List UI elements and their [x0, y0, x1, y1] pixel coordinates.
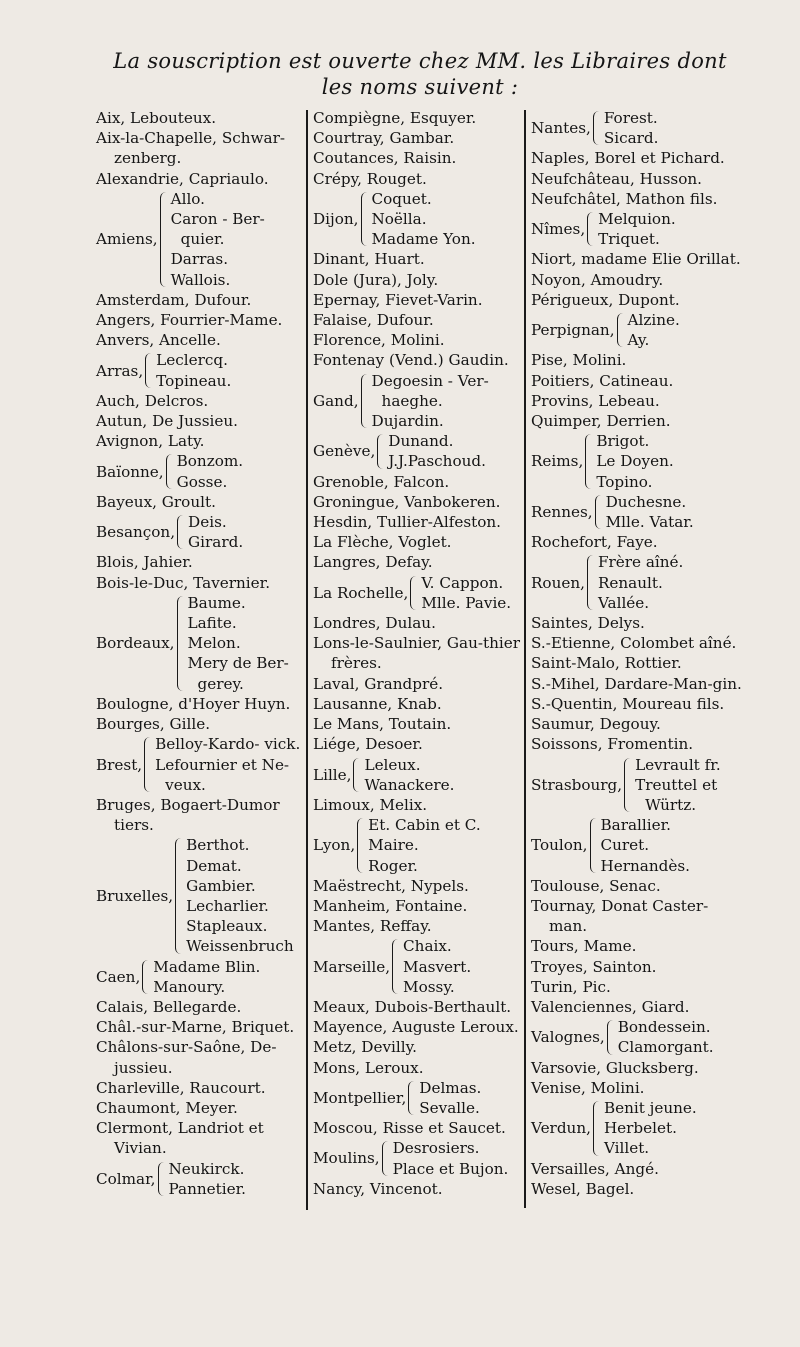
bookseller-names [419, 1078, 521, 1118]
bookseller-column-2 [313, 108, 521, 1199]
bookseller-entry: Mayence, Auguste Leroux. [313, 1018, 519, 1037]
bookseller-group [313, 936, 521, 997]
bookseller-names [421, 573, 521, 613]
bookseller-names [598, 552, 743, 613]
bookseller-name: Herbelet. [603, 1119, 677, 1138]
brace-mark [593, 1101, 601, 1156]
bookseller-group [313, 1078, 521, 1118]
bookseller-entry: Calais, Bellegarde. [96, 997, 242, 1016]
bookseller-name: Mlle. Pavie. [421, 593, 512, 612]
bookseller-entry: Metz, Devilly. [313, 1038, 418, 1057]
bookseller-group [531, 552, 743, 613]
bookseller-name: Lafite. [187, 614, 237, 633]
brace-mark [587, 212, 595, 246]
bookseller-entry: Charleville, Raucourt. [96, 1078, 266, 1097]
bookseller-name: Degoesin - Ver- haeghe. [371, 371, 489, 410]
brace-mark [624, 758, 632, 813]
bookseller-group [313, 189, 521, 250]
brace-mark [361, 374, 369, 429]
bookseller-name: Manoury. [153, 977, 226, 996]
bookseller-names [628, 310, 743, 350]
bookseller-entry: Le Mans, Toutain. [313, 715, 452, 734]
bookseller-name: Darras. [170, 250, 229, 269]
bookseller-group [531, 431, 743, 492]
bookseller-names [364, 755, 521, 795]
bookseller-name: Frère aîné. [597, 553, 684, 572]
bookseller-name: Mery de Ber- gerey. [187, 654, 289, 693]
brace-mark [361, 192, 369, 247]
bookseller-name: Chaix. [403, 937, 452, 956]
bookseller-names [598, 209, 743, 249]
bookseller-entry: Boulogne, d'Hoyer Huyn. [96, 694, 291, 713]
bookseller-name: Dujardin. [371, 412, 444, 431]
city-name: Besançon, [96, 523, 176, 542]
bookseller-entry: Mantes, Reffay. [313, 917, 432, 936]
bookseller-name: Deis. [188, 513, 227, 532]
city-name: Montpellier, [313, 1088, 407, 1107]
bookseller-name: Et. Cabin et C. [368, 816, 481, 835]
bookseller-names [403, 936, 521, 997]
bookseller-entry: Saintes, Delys. [531, 614, 645, 633]
bookseller-names [372, 189, 522, 250]
bookseller-entry: Groningue, Vanbokeren. [313, 492, 501, 511]
bookseller-group [531, 492, 743, 532]
bookseller-name: Madame Blin. [153, 957, 261, 976]
bookseller-group [313, 573, 521, 613]
bookseller-entry: Liége, Desoer. [313, 735, 423, 754]
bookseller-name: Pannetier. [168, 1179, 247, 1198]
brace-mark [353, 758, 361, 792]
bookseller-name: Wallois. [170, 270, 231, 289]
brace-mark [593, 111, 601, 145]
bookseller-entry: Auch, Delcros. [96, 391, 209, 410]
bookseller-name: Levrault fr. [635, 755, 721, 774]
bookseller-entry: Naples, Borel et Pichard. [531, 149, 725, 168]
bookseller-entry: Niort, madame Elie Orillat. [531, 250, 741, 269]
city-name: Bruxelles, [96, 886, 174, 905]
bookseller-entry: Lausanne, Knab. [313, 694, 442, 713]
bookseller-group [531, 1017, 743, 1057]
column-rule-left [306, 110, 308, 1210]
bookseller-entry: Crépy, Rouget. [313, 169, 427, 188]
city-name: Rennes, [531, 502, 593, 521]
city-name: Moulins, [313, 1149, 380, 1168]
city-name: Rouen, [531, 573, 585, 592]
bookseller-entry: Manheim, Fontaine. [313, 896, 468, 915]
bookseller-entry: Noyon, Amoudry. [531, 270, 664, 289]
brace-mark [377, 434, 385, 468]
bookseller-names [156, 350, 304, 390]
bookseller-entry: Wesel, Bagel. [531, 1179, 635, 1198]
bookseller-entry: Quimper, Derrien. [531, 412, 671, 431]
bookseller-group [531, 310, 743, 350]
bookseller-entry: Blois, Jahier. [96, 553, 193, 572]
bookseller-name: Topino. [596, 472, 653, 491]
bookseller-entry: Toulouse, Senac. [531, 876, 661, 895]
city-name: Gand, [313, 391, 359, 410]
brace-mark [158, 1162, 166, 1196]
bookseller-entry: Lons-le-Saulnier, Gau-thier frères. [313, 634, 520, 673]
bookseller-name: Berthot. [186, 836, 250, 855]
bookseller-name: Sicard. [603, 129, 659, 148]
bookseller-entry: Clermont, Landriot et Vivian. [96, 1119, 264, 1158]
brace-mark [142, 960, 150, 994]
bookseller-name: Vallée. [597, 593, 650, 612]
bookseller-name: Desrosiers. [392, 1139, 480, 1158]
bookseller-names [186, 835, 304, 956]
brace-mark [410, 576, 418, 610]
bookseller-name: Maire. [368, 836, 419, 855]
bookseller-name: Delmas. [419, 1078, 482, 1097]
bookseller-group [531, 108, 743, 148]
bookseller-entry: Valenciennes, Giard. [531, 997, 690, 1016]
bookseller-group [96, 957, 304, 997]
bookseller-name: V. Cappon. [421, 573, 504, 592]
bookseller-entry: Tournay, Donat Caster-man. [531, 896, 709, 936]
bookseller-name: Lefournier et Ne- veux. [155, 755, 290, 794]
bookseller-entry: Hesdin, Tullier-Alfeston. [313, 513, 501, 532]
bookseller-entry: Mons, Leroux. [313, 1058, 424, 1077]
bookseller-entry: Laval, Grandpré. [313, 674, 444, 693]
bookseller-names [368, 815, 521, 876]
bookseller-names [388, 431, 521, 471]
bookseller-entry: Dole (Jura), Joly. [313, 270, 439, 289]
bookseller-name: Duchesne. [605, 492, 687, 511]
brace-mark [595, 495, 603, 529]
bookseller-names [596, 431, 743, 492]
bookseller-entry: Alexandrie, Capriaulo. [96, 169, 269, 188]
city-name: Caen, [96, 967, 141, 986]
bookseller-entry: Londres, Dulau. [313, 614, 436, 633]
bookseller-group [96, 593, 304, 694]
brace-mark [166, 454, 174, 488]
bookseller-name: Neukirck. [168, 1159, 245, 1178]
city-name: Bordeaux, [96, 634, 175, 653]
brace-mark [175, 838, 183, 953]
bookseller-name: Weissenbruch [186, 937, 294, 956]
bookseller-entry: Neufchâteau, Husson. [531, 169, 702, 188]
bookseller-entry: Limoux, Melix. [313, 795, 428, 814]
bookseller-name: Noëlla. [371, 210, 427, 229]
bookseller-name: Caron - Ber- quier. [170, 210, 265, 249]
bookseller-column-1 [96, 108, 304, 1199]
subscription-heading [90, 48, 750, 100]
bookseller-names [635, 755, 743, 816]
bookseller-name: J.J.Paschoud. [388, 452, 486, 471]
city-name: Strasbourg, [531, 775, 623, 794]
bookseller-group [313, 371, 521, 432]
bookseller-name: Bonzom. [176, 452, 244, 471]
bookseller-entry: S.-Quentin, Moureau fils. [531, 694, 725, 713]
bookseller-name: Leleux. [364, 755, 421, 774]
bookseller-entry: Angers, Fourrier-Mame. [96, 311, 283, 330]
brace-mark [357, 818, 365, 873]
bookseller-name: Lecharlier. [186, 896, 269, 915]
bookseller-entry: Fontenay (Vend.) Gaudin. [313, 351, 509, 370]
bookseller-group [96, 451, 304, 491]
bookseller-entry: Saumur, Degouy. [531, 715, 661, 734]
bookseller-entry: Bois-le-Duc, Tavernier. [96, 573, 271, 592]
city-name: Valognes, [531, 1028, 605, 1047]
bookseller-name: Stapleaux. [186, 917, 268, 936]
bookseller-name: Renault. [597, 573, 663, 592]
bookseller-group [313, 755, 521, 795]
bookseller-name: Treuttel et Würtz. [635, 775, 718, 814]
bookseller-column-3 [531, 108, 743, 1199]
bookseller-name: Triquet. [598, 230, 660, 249]
bookseller-names [188, 593, 304, 694]
bookseller-name: Madame Yon. [371, 230, 476, 249]
bookseller-group [96, 350, 304, 390]
bookseller-names [604, 1098, 743, 1159]
bookseller-entry: Soissons, Fromentin. [531, 735, 694, 754]
bookseller-name: Roger. [368, 856, 418, 875]
bookseller-name: Belloy-Kardo- vick. [155, 735, 301, 754]
bookseller-name: Hernandès. [600, 856, 690, 875]
bookseller-name: Bondessein. [617, 1018, 711, 1037]
bookseller-entry: Périgueux, Dupont. [531, 290, 680, 309]
bookseller-group [96, 512, 304, 552]
bookseller-entry: Provins, Lebeau. [531, 391, 660, 410]
bookseller-names [393, 1138, 521, 1178]
bookseller-entry: Moscou, Risse et Saucet. [313, 1119, 506, 1138]
bookseller-group [96, 835, 304, 956]
bookseller-name: Masvert. [403, 957, 472, 976]
bookseller-name: Dunand. [388, 432, 454, 451]
city-name: Arras, [96, 361, 144, 380]
bookseller-entry: Aix, Lebouteux. [96, 109, 217, 127]
bookseller-names [606, 492, 743, 532]
city-name: Lille, [313, 765, 352, 784]
bookseller-entry: Bayeux, Groult. [96, 492, 216, 511]
bookseller-names [601, 815, 744, 876]
bookseller-entry: S.-Mihel, Dardare-Man-gin. [531, 674, 742, 693]
bookseller-group [96, 734, 304, 795]
brace-mark [408, 1081, 416, 1115]
brace-mark [392, 939, 400, 994]
bookseller-name: Alzine. [627, 311, 680, 330]
brace-mark [590, 818, 598, 873]
bookseller-name: Brigot. [596, 432, 650, 451]
bookseller-names [169, 1159, 305, 1199]
brace-mark [617, 313, 625, 347]
bookseller-name: Gambier. [186, 876, 256, 895]
bookseller-entry: Anvers, Ancelle. [96, 331, 221, 350]
bookseller-group [96, 189, 304, 290]
bookseller-entry: Saint-Malo, Rottier. [531, 654, 682, 673]
city-name: Nantes, [531, 119, 591, 138]
bookseller-name: Baume. [187, 593, 246, 612]
bookseller-names [372, 371, 521, 432]
bookseller-name: Le Doyen. [596, 452, 674, 471]
bookseller-entry: Nancy, Vincenot. [313, 1179, 443, 1198]
bookseller-group [96, 1159, 304, 1199]
brace-mark [144, 737, 152, 792]
bookseller-name: Allo. [170, 189, 206, 208]
bookseller-name: Leclercq. [156, 351, 228, 370]
city-name: Toulon, [531, 836, 588, 855]
bookseller-group [313, 1138, 521, 1178]
heading-line-2: les noms suivent : [321, 75, 519, 99]
bookseller-entry: Epernay, Fievet-Varin. [313, 290, 483, 309]
city-name: Marseille, [313, 957, 391, 976]
city-name: La Rochelle, [313, 583, 409, 602]
bookseller-group [531, 755, 743, 816]
city-name: Baïonne, [96, 462, 164, 481]
brace-mark [585, 434, 593, 489]
bookseller-group [531, 815, 743, 876]
bookseller-group [531, 209, 743, 249]
city-name: Nîmes, [531, 220, 586, 239]
bookseller-entry: Dinant, Huart. [313, 250, 425, 269]
bookseller-entry: Aix-la-Chapelle, Schwar-zenberg. [96, 129, 285, 168]
bookseller-entry: Courtray, Gambar. [313, 129, 455, 148]
bookseller-entry: Bourges, Gille. [96, 715, 211, 734]
bookseller-group [313, 815, 521, 876]
brace-mark [177, 596, 185, 691]
bookseller-names [177, 451, 304, 491]
bookseller-names [188, 512, 304, 552]
bookseller-name: Barallier. [600, 816, 672, 835]
bookseller-entry: Troyes, Sainton. [531, 957, 657, 976]
column-rule-right [524, 110, 526, 1208]
bookseller-entry: Langres, Defay. [313, 553, 433, 572]
bookseller-name: Melon. [187, 634, 241, 653]
brace-mark [607, 1020, 615, 1054]
bookseller-name: Sevalle. [419, 1098, 480, 1117]
bookseller-name: Forest. [603, 109, 658, 127]
bookseller-names [618, 1017, 743, 1057]
bookseller-name: Demat. [186, 856, 242, 875]
bookseller-entry: Bruges, Bogaert-Dumor tiers. [96, 795, 280, 835]
bookseller-name: Curet. [600, 836, 650, 855]
bookseller-entry: Maëstrecht, Nypels. [313, 876, 469, 895]
bookseller-entry: Autun, De Jussieu. [96, 412, 238, 431]
bookseller-entry: Poitiers, Catineau. [531, 371, 674, 390]
bookseller-entry: Rochefort, Faye. [531, 533, 658, 552]
brace-mark [382, 1141, 390, 1175]
city-name: Genève, [313, 442, 376, 461]
bookseller-entry: Florence, Molini. [313, 331, 445, 350]
bookseller-entry: Venise, Molini. [531, 1078, 645, 1097]
bookseller-entry: Coutances, Raisin. [313, 149, 457, 168]
bookseller-entry: Pise, Molini. [531, 351, 627, 370]
city-name: Brest, [96, 755, 143, 774]
brace-mark [160, 192, 168, 287]
bookseller-group [313, 431, 521, 471]
brace-mark [145, 353, 153, 387]
city-name: Colmar, [96, 1169, 156, 1188]
bookseller-group [531, 1098, 743, 1159]
bookseller-entry: Amsterdam, Dufour. [96, 290, 252, 309]
bookseller-names [153, 957, 304, 997]
bookseller-entry: S.-Etienne, Colombet aîné. [531, 634, 737, 653]
city-name: Dijon, [313, 210, 359, 229]
bookseller-name: Place et Bujon. [392, 1159, 509, 1178]
city-name: Lyon, [313, 836, 356, 855]
bookseller-name: Coquet. [371, 189, 432, 208]
bookseller-entry: Châl.-sur-Marne, Briquet. [96, 1018, 295, 1037]
bookseller-name: Mossy. [403, 977, 455, 996]
bookseller-entry: La Flèche, Voglet. [313, 533, 452, 552]
bookseller-entry: Tours, Mame. [531, 937, 637, 956]
bookseller-entry: Turin, Pic. [531, 977, 611, 996]
bookseller-entry: Avignon, Laty. [96, 432, 205, 451]
bookseller-name: Melquion. [598, 210, 676, 229]
bookseller-name: Mlle. Vatar. [605, 513, 694, 532]
bookseller-name: Clamorgant. [617, 1038, 714, 1057]
bookseller-name: Villet. [603, 1139, 650, 1158]
bookseller-entry: Varsovie, Glucksberg. [531, 1058, 699, 1077]
city-name: Reims, [531, 452, 584, 471]
bookseller-entry: Meaux, Dubois-Berthault. [313, 997, 512, 1016]
bookseller-name: Topineau. [156, 371, 232, 390]
bookseller-names [604, 108, 743, 148]
brace-mark [587, 555, 595, 610]
city-name: Perpignan, [531, 321, 615, 340]
bookseller-names [171, 189, 304, 290]
bookseller-entry: Chaumont, Meyer. [96, 1098, 238, 1117]
bookseller-entry: Versailles, Angé. [531, 1159, 659, 1178]
heading-line-1: La souscription est ouverte chez MM. les Libraires dont [113, 49, 727, 73]
brace-mark [177, 515, 185, 549]
bookseller-entry: Neufchâtel, Mathon fils. [531, 189, 718, 208]
bookseller-entry: Grenoble, Falcon. [313, 472, 450, 491]
bookseller-name: Benit jeune. [603, 1098, 697, 1117]
city-name: Amiens, [96, 230, 158, 249]
bookseller-name: Girard. [188, 533, 244, 552]
bookseller-entry: Compiègne, Esquyer. [313, 109, 477, 127]
city-name: Verdun, [531, 1119, 591, 1138]
bookseller-names [155, 734, 304, 795]
bookseller-name: Ay. [627, 331, 650, 350]
bookseller-entry: Châlons-sur-Saône, De-jussieu. [96, 1038, 277, 1077]
bookseller-name: Wanackere. [364, 775, 455, 794]
bookseller-name: Gosse. [176, 472, 228, 491]
bookseller-entry: Falaise, Dufour. [313, 311, 434, 330]
